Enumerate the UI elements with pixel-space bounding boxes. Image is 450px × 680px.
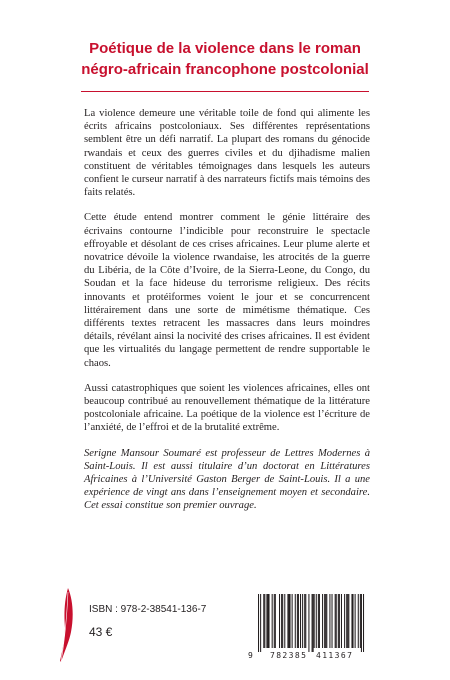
barcode-bar bbox=[319, 594, 320, 648]
barcode-bar bbox=[363, 594, 364, 652]
barcode-bar bbox=[339, 594, 340, 648]
book-title bbox=[30, 38, 420, 80]
barcode-bar bbox=[318, 594, 319, 648]
barcode-bar bbox=[281, 594, 282, 648]
barcode bbox=[246, 594, 370, 660]
barcode-bar bbox=[314, 594, 315, 648]
barcode-bar bbox=[344, 594, 345, 648]
title-divider bbox=[81, 91, 369, 92]
barcode-bar bbox=[332, 594, 333, 648]
barcode-bar bbox=[353, 594, 354, 648]
barcode-bar bbox=[348, 594, 349, 648]
author-bio: Serigne Mansour Soumaré est professeur de Lettres Modernes à Saint-Louis. Il est aussi titulaire d’un doctorat en Littératures Africaines à l’Université Gaston Berger de Saint-Louis. Il a une expérience de vingt ans dans l’enseignement moyen et secondaire. Cet essai constitue son premier ouvrage. bbox=[84, 447, 370, 512]
blurb-paragraph-2: Cette étude entend montrer comment le génie littéraire des écrivains contourne l’indicible pour reconstruire le spectacle effroyable et désolant de ces crises africaines. Leur plume alerte et novatrice dévoile la violence rwandaise, les atrocités de la guerre du Libéria, de la Côte d’Ivoire, de la Sierra-Leone, du Congo, du Soudan et la face hideuse du terrorisme religieux. Des récits innovants et protéiformes voient le jour et se concurrencent littérairement dans une sorte de mimétisme thématique. Ces différents textes retracent les massacres dans leurs moindres détails, révélant ainsi la nocivité des crises africaines. Il est évident que les virtualités du langage permettent de rendre supportable le chaos. bbox=[84, 212, 370, 369]
barcode-bar bbox=[358, 594, 359, 648]
barcode-bar bbox=[298, 594, 299, 648]
barcode-bar bbox=[336, 594, 337, 648]
barcode-bar bbox=[263, 594, 264, 648]
blurb bbox=[84, 107, 370, 525]
barcode-bar bbox=[338, 594, 339, 648]
barcode-bar bbox=[322, 594, 323, 648]
barcode-bar bbox=[305, 594, 306, 648]
barcode-bar bbox=[335, 594, 336, 648]
barcode-bar bbox=[295, 594, 296, 648]
barcode-bar bbox=[304, 594, 305, 648]
barcode-bar bbox=[325, 594, 326, 648]
blurb-paragraph-3: Aussi catastrophiques que soient les violences africaines, elles ont beaucoup contribué au renouvellement thématique de la littérature postcoloniale africaine. La poétique de la violence est l’écriture de l’anxiété, de l’effroi et de la brutalité extrême. bbox=[84, 382, 370, 434]
book-title-line-2: négro-africain francophone postcolonial bbox=[81, 61, 369, 78]
barcode-bar bbox=[355, 594, 356, 648]
barcode-bar bbox=[300, 594, 301, 648]
barcode-bar bbox=[360, 594, 361, 648]
red-feather-icon bbox=[57, 586, 79, 664]
barcode-bar bbox=[284, 594, 285, 648]
barcode-bar bbox=[346, 594, 347, 648]
barcode-bar bbox=[316, 594, 317, 648]
barcode-bar bbox=[297, 594, 298, 648]
isbn: ISBN : 978-2-38541-136-7 bbox=[89, 604, 207, 615]
barcode-bar bbox=[282, 594, 283, 648]
barcode-bar bbox=[288, 594, 289, 648]
blurb-paragraph-1: La violence demeure une véritable toile de fond qui alimente les écrits africains postcoloniaux. Ses différentes représentations semblent être un défi narratif. La plupart des romans du génocide rwandais et ceux des guerres civiles et du djihadisme malien constituent de véritables témoignages dans lesquels les auteurs confient le curseur narratif à des narrateurs fictifs mais témoins des faits relatés. bbox=[84, 108, 370, 199]
barcode-bar bbox=[264, 594, 265, 648]
barcode-bar bbox=[329, 594, 330, 648]
barcode-bar bbox=[274, 594, 275, 648]
price: 43 € bbox=[89, 625, 113, 639]
barcode-bar bbox=[279, 594, 280, 648]
barcode-bar bbox=[258, 594, 259, 652]
barcode-bar bbox=[287, 594, 288, 648]
barcode-bar bbox=[308, 594, 309, 652]
barcode-bar bbox=[267, 594, 268, 648]
barcode-bar bbox=[324, 594, 325, 648]
barcode-bar bbox=[341, 594, 342, 648]
barcode-bar bbox=[313, 594, 314, 652]
barcode-bar bbox=[269, 594, 270, 648]
barcode-digit-lead: 9 bbox=[248, 651, 253, 660]
barcode-bar bbox=[260, 594, 261, 652]
barcode-bar bbox=[292, 594, 293, 648]
barcode-bar bbox=[347, 594, 348, 648]
barcode-bars bbox=[258, 594, 364, 652]
barcode-bar bbox=[272, 594, 273, 648]
barcode-bar bbox=[275, 594, 276, 648]
barcode-digits-left: 782385 bbox=[270, 651, 308, 660]
barcode-bar bbox=[266, 594, 267, 648]
barcode-bar bbox=[302, 594, 303, 648]
book-title-line-1: Poétique de la violence dans le roman bbox=[89, 40, 361, 57]
barcode-bar bbox=[351, 594, 352, 648]
barcode-bar bbox=[361, 594, 362, 652]
barcode-bar bbox=[290, 594, 291, 648]
barcode-bar bbox=[312, 594, 313, 652]
barcode-bar bbox=[326, 594, 327, 648]
barcode-digits-right: 411367 bbox=[316, 651, 354, 660]
